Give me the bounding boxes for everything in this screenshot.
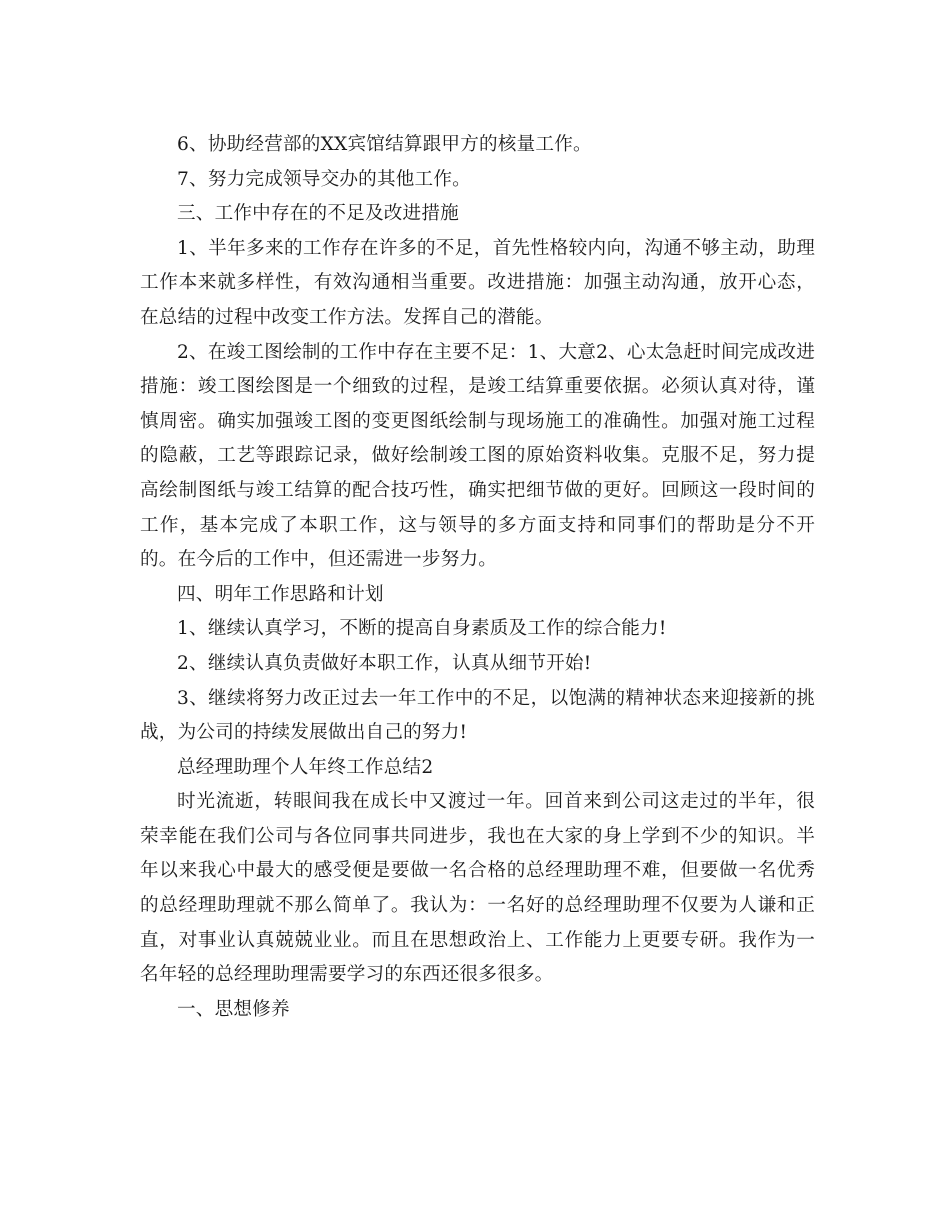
- document-body: [140, 128, 815, 1027]
- paragraph-item-7: 7、努力完成领导交办的其他工作。: [177, 168, 471, 190]
- section-heading-ideology: 一、思想修养: [177, 998, 290, 1020]
- section-heading-next-year-plan: 四、明年工作思路和计划: [177, 583, 384, 605]
- article-title-summary-2: 总经理助理个人年终工作总结2: [177, 756, 434, 778]
- paragraph-shortcoming-2: 2、在竣工图绘制的工作中存在主要不足：1、大意2、心太急赶时间完成改进措施：竣工图绘图是一个细致的过程，是竣工结算重要依据。必须认真对待，谨慎周密。确实加强竣工图的变更图纸绘制与现场施工的准确性。加强对施工过程的隐蔽，工艺等跟踪记录，做好绘制竣工图的原始资料收集。克服不足，努力提高绘制图纸与竣工结算的配合技巧性，确实把细节做的更好。回顾这一段时间的工作，基本完成了本职工作，这与领导的多方面支持和同事们的帮助是分不开的。在今后的工作中，但还需进一步努力。: [140, 341, 815, 571]
- paragraph-plan-2: 2、继续认真负责做好本职工作，认真从细节开始!: [177, 652, 592, 674]
- paragraph-plan-3: 3、继续将努力改正过去一年工作中的不足，以饱满的精神状态来迎接新的挑战，为公司的持续发展做出自己的努力!: [140, 687, 815, 744]
- paragraph-shortcoming-1: 1、半年多来的工作存在许多的不足，首先性格较内向，沟通不够主动，助理工作本来就多样性，有效沟通相当重要。改进措施：加强主动沟通，放开心态，在总结的过程中改变工作方法。发挥自己的潜能。: [140, 237, 815, 328]
- paragraph-plan-1: 1、继续认真学习，不断的提高自身素质及工作的综合能力!: [177, 618, 667, 640]
- section-heading-shortcomings: 三、工作中存在的不足及改进措施: [177, 203, 459, 225]
- paragraph-intro: 时光流逝，转眼间我在成长中又渡过一年。回首来到公司这走过的半年，很荣幸能在我们公司与各位同事共同进步，我也在大家的身上学到不少的知识。半年以来我心中最大的感受便是要做一名合格的总经理助理不难，但要做一名优秀的总经理助理就不那么简单了。我认为：一名好的总经理助理不仅要为人谦和正直，对事业认真兢兢业业。而且在思想政治上、工作能力上更要专研。我作为一名年轻的总经理助理需要学习的东西还很多很多。: [140, 791, 815, 986]
- paragraph-item-6: 6、协助经营部的XX宾馆结算跟甲方的核量工作。: [177, 134, 592, 155]
